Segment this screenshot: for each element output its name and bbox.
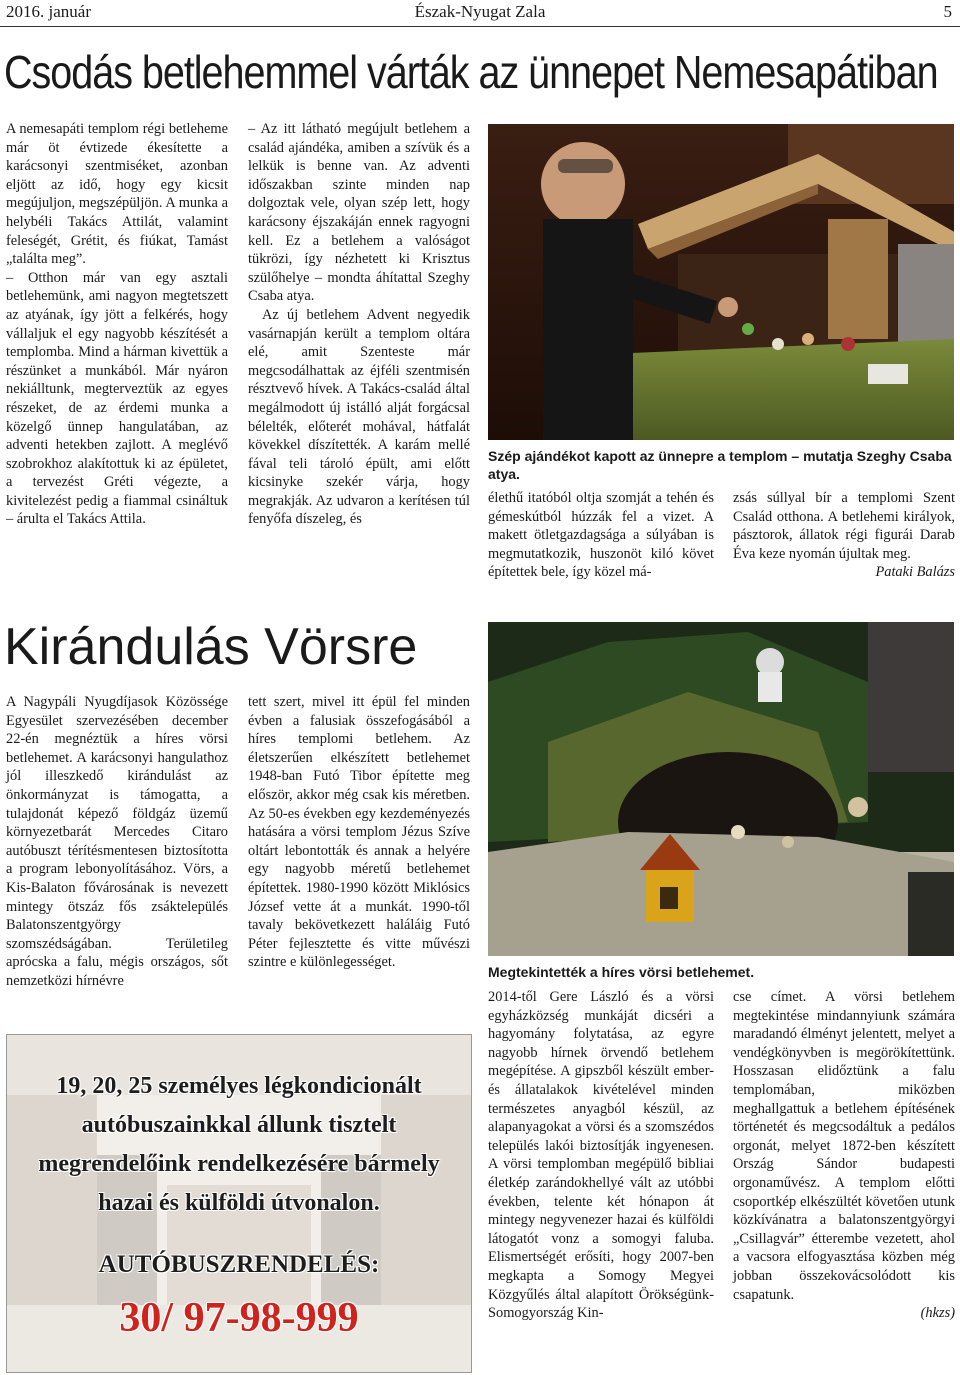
header-rule	[0, 26, 960, 27]
article1-headline: Csodás betlehemmel várták az ünnepet Nemesapátiban	[4, 46, 938, 98]
advert-phone-number: 30/ 97-98-999	[119, 1295, 359, 1341]
article1-column-4	[733, 489, 955, 582]
article1-byline: Pataki Balázs	[875, 564, 955, 581]
bus-advertisement	[6, 1034, 472, 1373]
article1-paragraph-3: – Az itt látható megújult betlehem a család ajándéka, amiben a szívük és a lelkük is benne van. Az adventi időszakban szinte minden nap dolgoztak vele, olyan szép lett, hogy karácsony éjszakáján ennek ragyogni kell. Ez a betlehem a valóságot tükrözi, így nézhetett ki Krisztus szülőhelye – mondta áhítattal Szeghy Csaba atya.	[248, 121, 470, 305]
nativity-photo-nemesapati	[488, 124, 954, 440]
article2-column-2	[248, 693, 470, 972]
issue-date: 2016. január	[6, 2, 91, 21]
advert-line-4: hazai és külföldi útvonalon.	[98, 1190, 380, 1216]
page-number: 5	[943, 2, 952, 21]
article2-photo-caption: Megtekintették a híres vörsi betlehemet.	[488, 964, 755, 980]
article1-column-1	[6, 120, 228, 529]
page-header	[0, 0, 960, 24]
article1-paragraph-6: zsás súllyal bír a templomi Szent Család otthona. A betlehemi királyok, pásztorok, állatok régi figurái Darab Éva keze nyomán újultak meg.	[733, 490, 955, 562]
article1-paragraph-4: Az új betlehem Advent negyedik vasárnapján került a templom oltára elé, amit Szenteste már megcsodálhattak az éjféli szentmisén résztvevő hívek. A Takács-család által megálmodott új istálló alját forgácsal bélelték, előterét mohával, hátfalát kövekkel díszítették. A karám mellé fával teli tároló épült, ami előtt kicsinyke szekér várja, hogy megrakják. Az udvaron a kerítésen túl fenyőfa díszeleg, és	[248, 306, 470, 528]
publication-name: Észak-Nyugat Zala	[414, 2, 546, 21]
article1-photo-caption: Szép ajándékot kapott az ünnepre a templom – mutatja Szeghy Csaba atya.	[488, 448, 952, 482]
article2-headline: Kirándulás Vörsre	[4, 618, 418, 676]
article1-column-2	[248, 120, 470, 529]
article2-column-3	[488, 988, 714, 1323]
nativity-photo-image	[488, 124, 954, 440]
advert-line-1: 19, 20, 25 személyes légkondicionált	[56, 1073, 422, 1099]
article1-paragraph-5: élethű itatóból oltja szomját a tehén és gémeskútból húzzák fel a vizet. A makett ötletgazdagsága a súlyában is megmutatkozik, huszonöt kiló követ építettek bele, így közel má-	[488, 490, 714, 581]
article2-column-4	[733, 988, 955, 1323]
article2-paragraph-2: tett szert, mivel itt épül fel minden évben a falusiak összefogásából a híres templomi betlehem. Az életszerűen elkészített betlehemet 1948-ban Futó Tibor építette meg először, akkor még csak kis méretben. Az 50-es években egy kezdeményezés hatására a vörsi templom Jézus Szíve oltárt lebontották és annak a helyére egy nagyobb méretű betlehemet építettek. 1980-1990 között Miklósics József vette át a munkát. 1990-től tavaly bekövetkezett haláláig Futó Péter fejlesztette és vitte művészi szintre e különlegességet.	[248, 694, 470, 971]
article2-byline: (hkzs)	[920, 1305, 955, 1322]
vors-nativity-image	[488, 622, 954, 956]
advert-order-label: AUTÓBUSZRENDELÉS:	[98, 1251, 380, 1278]
article2-paragraph-3: 2014-től Gere László és a vörsi egyházközség munkáját dicséri a hagyomány folytatása, az egyre nagyobb hírnek örvendő betlehem megépítése. A gipszből készült ember- és állatalakok kivételével minden természetes anyagból készül, az alapanyagokat a vörsi és a szomszédos település lakói biztosítják ingyenesen. A vörsi templomban megépülő bibliai életkép zarándokhellyé vált az utóbbi években, telente két hónapon át mintegy negyvenezer hazai és külföldi látogatót vonz a somogyi faluba. Elismertségét erősíti, hogy 2007-ben megkapta a Somogy Megyei Közgyűlés által alapított Örökségünk-Somogyország Kin-	[488, 989, 714, 1322]
article1-column-3	[488, 489, 714, 582]
vors-nativity-photo	[488, 622, 954, 956]
article1-paragraph-2: – Otthon már van egy asztali betlehemünk, ami nagyon megtetszett az atyának, így jött a felkérés, hogy vállaljuk el egy nagyobb készítését a templomba. Mind a hárman kivettük a részünket a munkából. Már nyáron nekiálltunk, megterveztük az egyes részeket, de az érdemi munka a közelgő ünnep hangulatában, az adventi hetekben zajlott. A meglévő szobrokhoz alakítottuk ki az épületet, a tervezést Gréti végezte, a kivitelezést pedig a fiammal csináltuk – árulta el Takács Attila.	[6, 269, 228, 528]
advert-line-2: autóbuszainkkal állunk tisztelt	[81, 1112, 397, 1138]
advert-line-3: megrendelőink rendelkezésére bármely	[38, 1151, 440, 1177]
article2-paragraph-4: cse címet. A vörsi betlehem megtekintése mindannyiunk számára maradandó élményt jelentett, melyet a vendégkönyvben is megörökítettünk. Hosszasan elidőztünk a falu templomában, miközben meghallgattuk a betlehem építésének történetét és megcsodáltuk a pedálos orgonát, melyet 1872-ben készített Ország Sándor budapesti orgonaművész. A templom előtti csoportkép elkészültét követően utunk közkívánatra a balatonszentgyörgyi „Csillagvár” étterembe vezetett, ahol a vacsora elfogyasztása közben még jobban összekovácsolódott kis csapatunk.	[733, 989, 955, 1303]
article2-paragraph-1: A Nagypáli Nyugdíjasok Közössége Egyesület szervezésében december 22-én megnéztük a híres vörsi betlehemet. A karácsonyi hangulathoz jól illeszkedő kirándulást az önkormányzat is támogatta, a tulajdonát képező földgáz üzemű környezetbarát Mercedes Citaro autóbuszt térítésmentesen biztosította a program lebonyolításához. Vörs, a Kis-Balaton fővárosának is nevezett mintegy ötszáz fős zsáktelepülés Balatonszentgyörgy szomszédságában. Területileg aprócska a falu, mégis országos, sőt nemzetközi hírnévre	[6, 694, 228, 989]
article2-column-1	[6, 693, 228, 991]
article1-paragraph-1: A nemesapáti templom régi betleheme már öt évtizede ékesítette a karácsonyi szentmiséket, azonban eljött az idő, hogy egy kicsit megújuljon, megszépüljön. A munka a helybéli Takács Attilát, valamint feleségét, Grétit, és fiúkat, Tamást „találta meg”.	[6, 121, 228, 268]
